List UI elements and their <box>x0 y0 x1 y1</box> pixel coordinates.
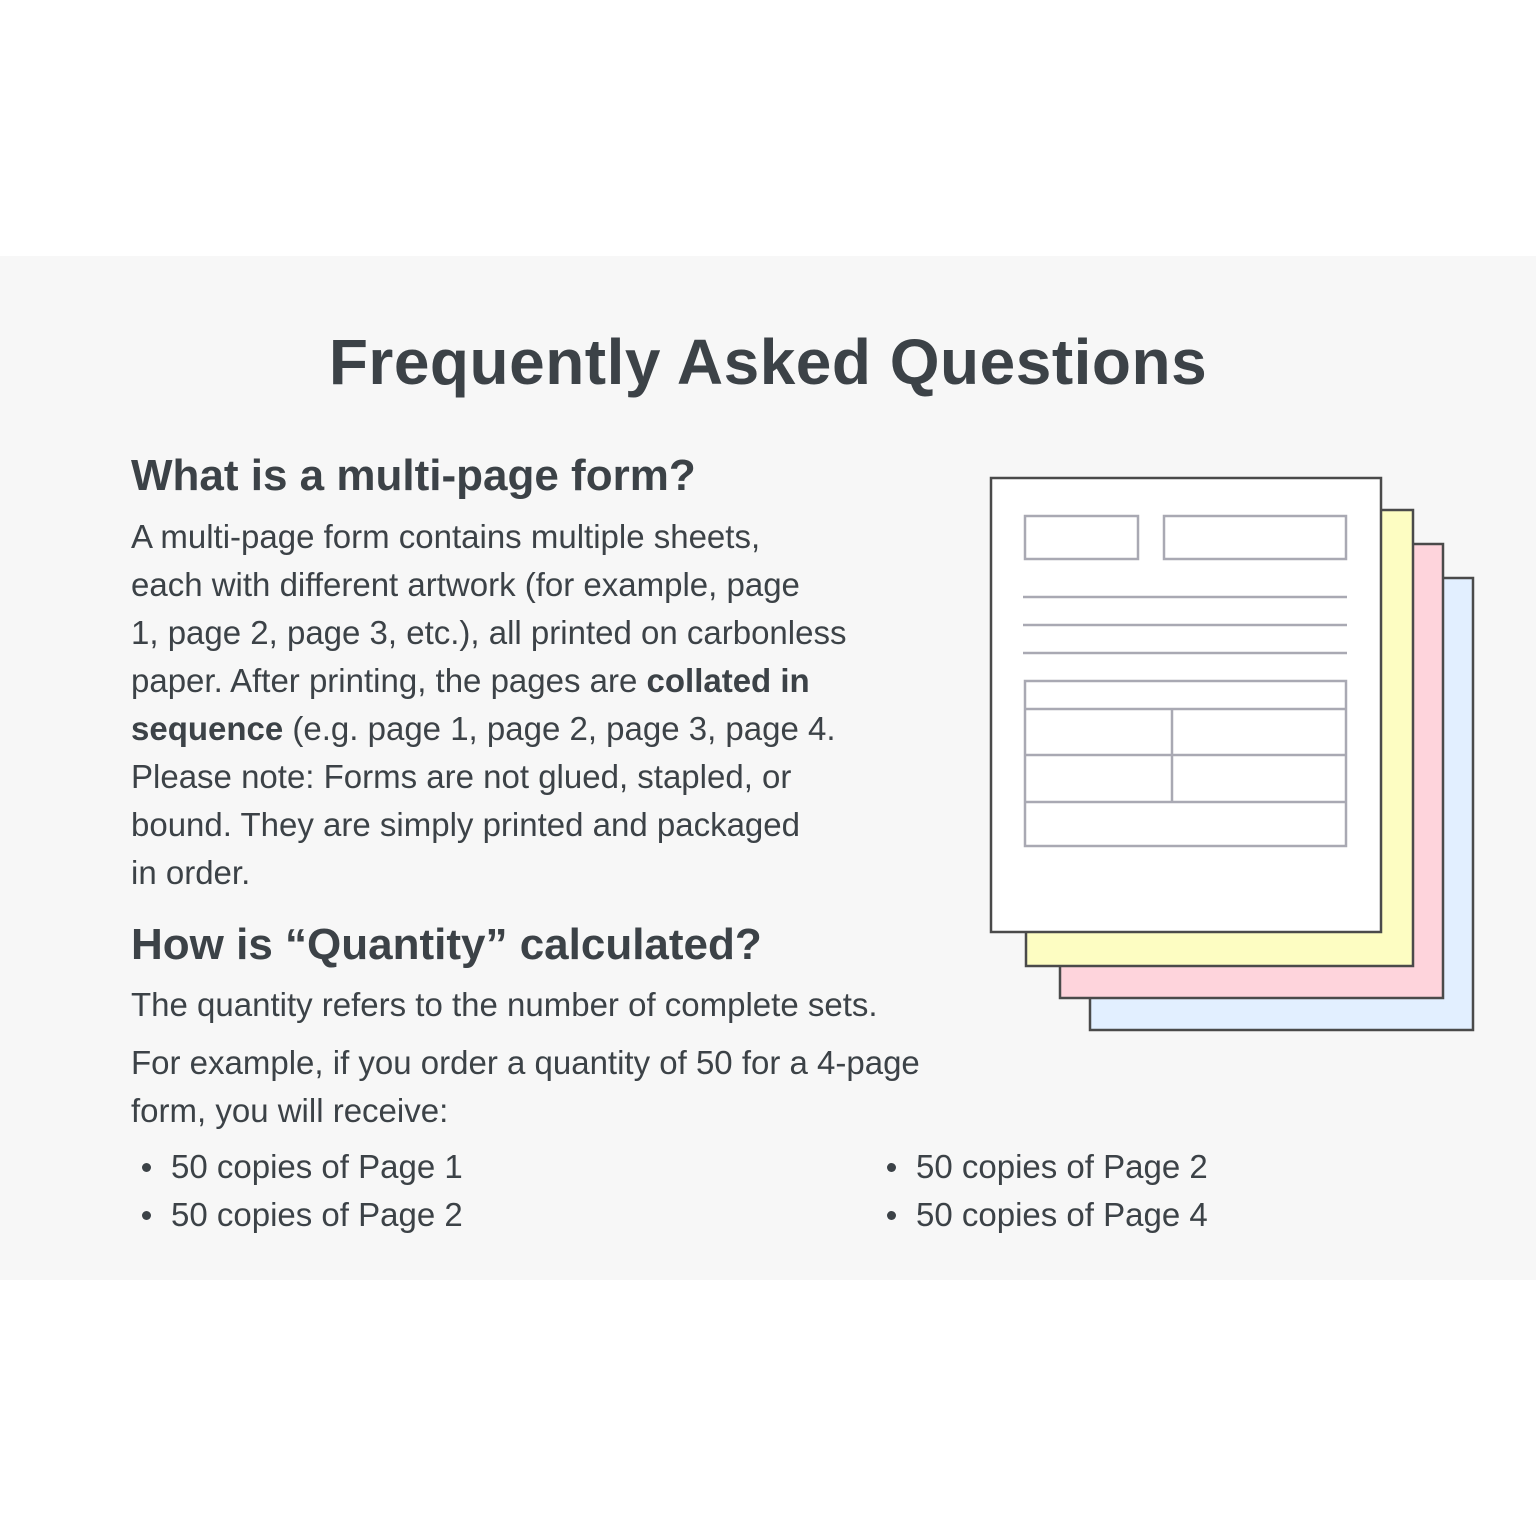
bullet-icon <box>887 1211 896 1220</box>
bullet-icon <box>142 1211 151 1220</box>
copies-list-left <box>131 1143 463 1239</box>
answer-line: Please note: Forms are not glued, stapled, or <box>131 758 792 795</box>
list-item-text: 50 copies of Page 1 <box>171 1148 463 1185</box>
answer-line <box>131 657 931 705</box>
list-item-text: 50 copies of Page 4 <box>916 1196 1208 1233</box>
list-item <box>876 1143 1208 1191</box>
stacked-carbonless-forms-icon <box>980 470 1490 1040</box>
faq-question-multi-page-form: What is a multi-page form? <box>131 451 696 500</box>
faq-answer-multi-page-form <box>131 513 931 897</box>
answer-emphasis: collated in <box>646 662 810 699</box>
answer-line: bound. They are simply printed and packaged <box>131 806 800 843</box>
answer-text: paper. After printing, the pages are <box>131 662 647 699</box>
copies-list-right <box>876 1143 1208 1239</box>
sheet-white <box>991 478 1381 932</box>
answer-line: in order. <box>131 854 251 891</box>
list-item <box>876 1191 1208 1239</box>
answer-line: form, you will receive: <box>131 1092 449 1129</box>
list-item-text: 50 copies of Page 2 <box>171 1196 463 1233</box>
bullet-icon <box>887 1163 896 1172</box>
answer-line: A multi-page form contains multiple sheets, <box>131 518 761 555</box>
answer-line <box>131 705 931 753</box>
answer-line: For example, if you order a quantity of 50 for a 4-page <box>131 1044 920 1081</box>
list-item <box>131 1191 463 1239</box>
faq-answer-quantity-example <box>131 1039 1031 1135</box>
faq-question-quantity: How is “Quantity” calculated? <box>131 920 762 969</box>
answer-line: each with different artwork (for example, page <box>131 566 800 603</box>
list-item-text: 50 copies of Page 2 <box>916 1148 1208 1185</box>
answer-emphasis: sequence <box>131 710 284 747</box>
page-title: Frequently Asked Questions <box>328 326 1208 398</box>
list-item <box>131 1143 463 1191</box>
faq-answer-quantity: The quantity refers to the number of complete sets. <box>131 986 878 1023</box>
answer-text: (e.g. page 1, page 2, page 3, page 4. <box>283 710 836 747</box>
answer-line: 1, page 2, page 3, etc.), all printed on carbonless <box>131 614 847 651</box>
bullet-icon <box>142 1163 151 1172</box>
